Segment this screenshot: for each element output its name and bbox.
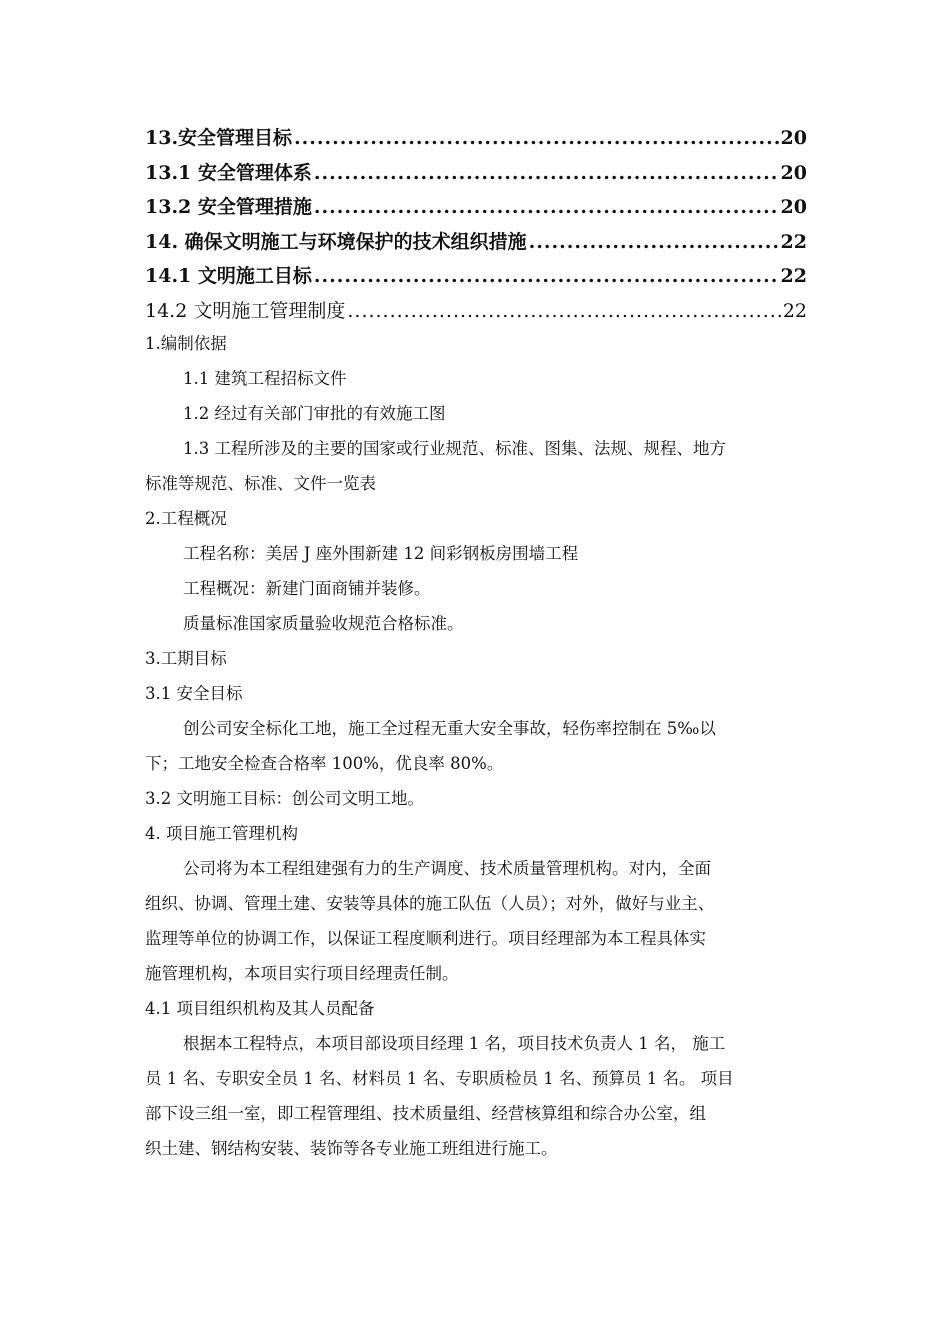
toc-dot-leader [294,121,778,156]
toc-dot-leader [529,225,779,260]
paragraph-line: 公司将为本工程组建强有力的生产调度、技术质量管理机构。对内，全面 [183,859,711,878]
toc-dot-leader [347,294,780,329]
paragraph-line: 监理等单位的协调工作，以保证工程度顺利进行。项目经理部为本工程具体实 [145,929,706,948]
paragraph-line: 1.3 工程所涉及的主要的国家或行业规范、标准、图集、法规、规程、地方 [183,439,726,458]
toc-entry-page: 20 [780,161,807,184]
paragraph-line: 下；工地安全检查合格率 100%，优良率 80%。 [145,754,504,773]
toc-entry-page: 22 [782,299,807,322]
toc-entry-title: 13.2 安全管理措施 [145,196,312,218]
paragraph-line: 质量标准国家质量验收规范合格标准。 [183,614,464,633]
section-heading: 4. 项目施工管理机构 [145,824,298,843]
subsection-heading: 3.1 安全目标 [145,684,243,703]
subsection-heading: 4.1 项目组织机构及其人员配备 [145,999,375,1018]
toc-entry-title: 13.安全管理目标 [145,127,293,149]
paragraph-line: 工程概况：新建门面商铺并装修。 [183,579,431,598]
toc-entry-page: 22 [780,265,807,287]
toc-entry[interactable] [145,190,807,225]
paragraph-line: 组织、协调、管理土建、安装等具体的施工队伍（人员）；对外，做好与业主、 [145,894,715,913]
paragraph-line: 标准等规范、标准、文件一览表 [145,474,376,493]
toc-entry-title: 14.1 文明施工目标 [145,265,312,287]
paragraph-line: 员 1 名、专职安全员 1 名、材料员 1 名、专职质检员 1 名、预算员 1 名。 项目 [145,1069,734,1088]
toc-entry[interactable] [145,156,807,191]
paragraph-line: 工程名称：美居 J 座外围新建 12 间彩钢板房围墙工程 [183,544,579,563]
toc-dot-leader [314,190,779,225]
toc-entry[interactable] [145,225,807,260]
toc-entry-title: 14.2 文明施工管理制度 [145,299,346,322]
paragraph-line: 1.1 建筑工程招标文件 [183,369,347,388]
section-heading: 3.工期目标 [145,649,227,668]
toc-entry[interactable] [145,294,807,329]
toc-dot-leader [314,156,779,191]
paragraph-line: 施管理机构，本项目实行项目经理责任制。 [145,964,459,983]
toc-dot-leader [314,259,779,294]
subsection-heading: 3.2 文明施工目标：创公司文明工地。 [145,789,424,808]
paragraph-line: 部下设三组一室，即工程管理组、技术质量组、经营核算组和综合办公室，组 [145,1104,706,1123]
toc-entry[interactable] [145,259,807,294]
document-body [145,326,807,1166]
table-of-contents [145,121,807,328]
toc-entry-page: 20 [780,196,807,218]
toc-entry-page: 22 [780,230,807,253]
toc-entry-title: 13.1 安全管理体系 [145,161,312,184]
paragraph-line: 根据本工程特点，本项目部设项目经理 1 名，项目技术负责人 1 名， 施工 [183,1034,726,1053]
toc-entry-title: 14. 确保文明施工与环境保护的技术组织措施 [145,230,527,253]
toc-entry-page: 20 [780,127,807,149]
section-heading: 1.编制依据 [145,334,227,353]
toc-entry[interactable] [145,121,807,156]
paragraph-line: 织土建、钢结构安装、装饰等各专业施工班组进行施工。 [145,1139,558,1158]
paragraph-line: 创公司安全标化工地，施工全过程无重大安全事故，轻伤率控制在 5‰以 [183,719,716,738]
paragraph-line: 1.2 经过有关部门审批的有效施工图 [183,404,446,423]
section-heading: 2.工程概况 [145,509,227,528]
